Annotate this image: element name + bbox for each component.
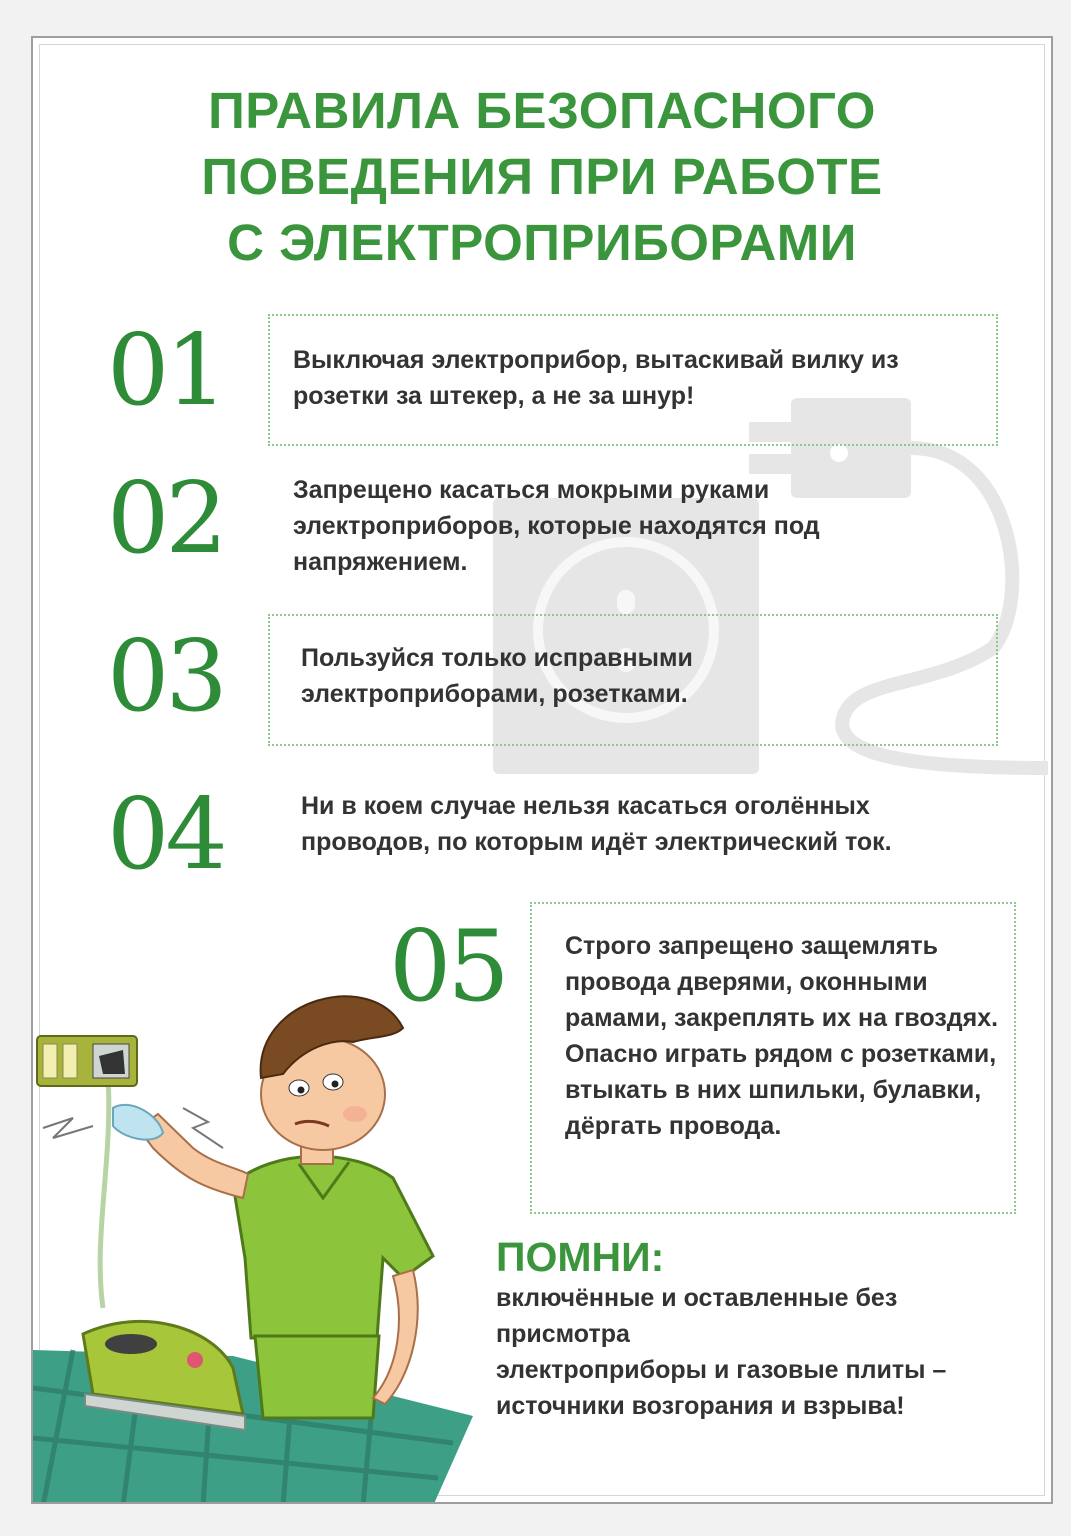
title-line-2: ПОВЕДЕНИЯ ПРИ РАБОТЕ (201, 148, 883, 205)
remember-line-4: источники возгорания и взрыва! (496, 1392, 905, 1420)
poster (31, 36, 1053, 1504)
rule-text-05: Строго запрещено защемлять провода дверями, оконными рамами, закреплять их на гвоздях. Опасно играть рядом с розетками, втыкать в них шпильки, булавки, дёргать провода. (565, 932, 999, 1140)
remember-line-2: присмотра (496, 1320, 630, 1348)
rule-text-01: Выключая электроприбор, вытаскивай вилку из розетки за штекер, а не за шнур! (293, 346, 899, 410)
remember-line-3: электроприборы и газовые плиты – (496, 1356, 947, 1384)
remember-line-1: включённые и оставленные без (496, 1284, 898, 1312)
title-line-1: ПРАВИЛА БЕЗОПАСНОГО (208, 82, 876, 139)
title-line-3: С ЭЛЕКТРОПРИБОРАМИ (227, 214, 857, 271)
boy-with-iron-illustration (33, 38, 1053, 1504)
rule-text-02: Запрещено касаться мокрыми руками электроприборов, которые находятся под напряжением. (293, 476, 820, 576)
rule-number-02: 02 (107, 462, 224, 576)
rule-number-04: 04 (107, 778, 224, 892)
rule-number-01: 01 (107, 314, 224, 428)
remember-title: ПОМНИ: (496, 1234, 665, 1280)
rule-number-05: 05 (389, 910, 506, 1024)
rule-text-04: Ни в коем случае нельзя касаться оголённых проводов, по которым идёт электрический ток. (301, 792, 892, 856)
rule-text-03: Пользуйся только исправными электроприборами, розетками. (301, 644, 693, 708)
rule-number-03: 03 (107, 620, 224, 734)
